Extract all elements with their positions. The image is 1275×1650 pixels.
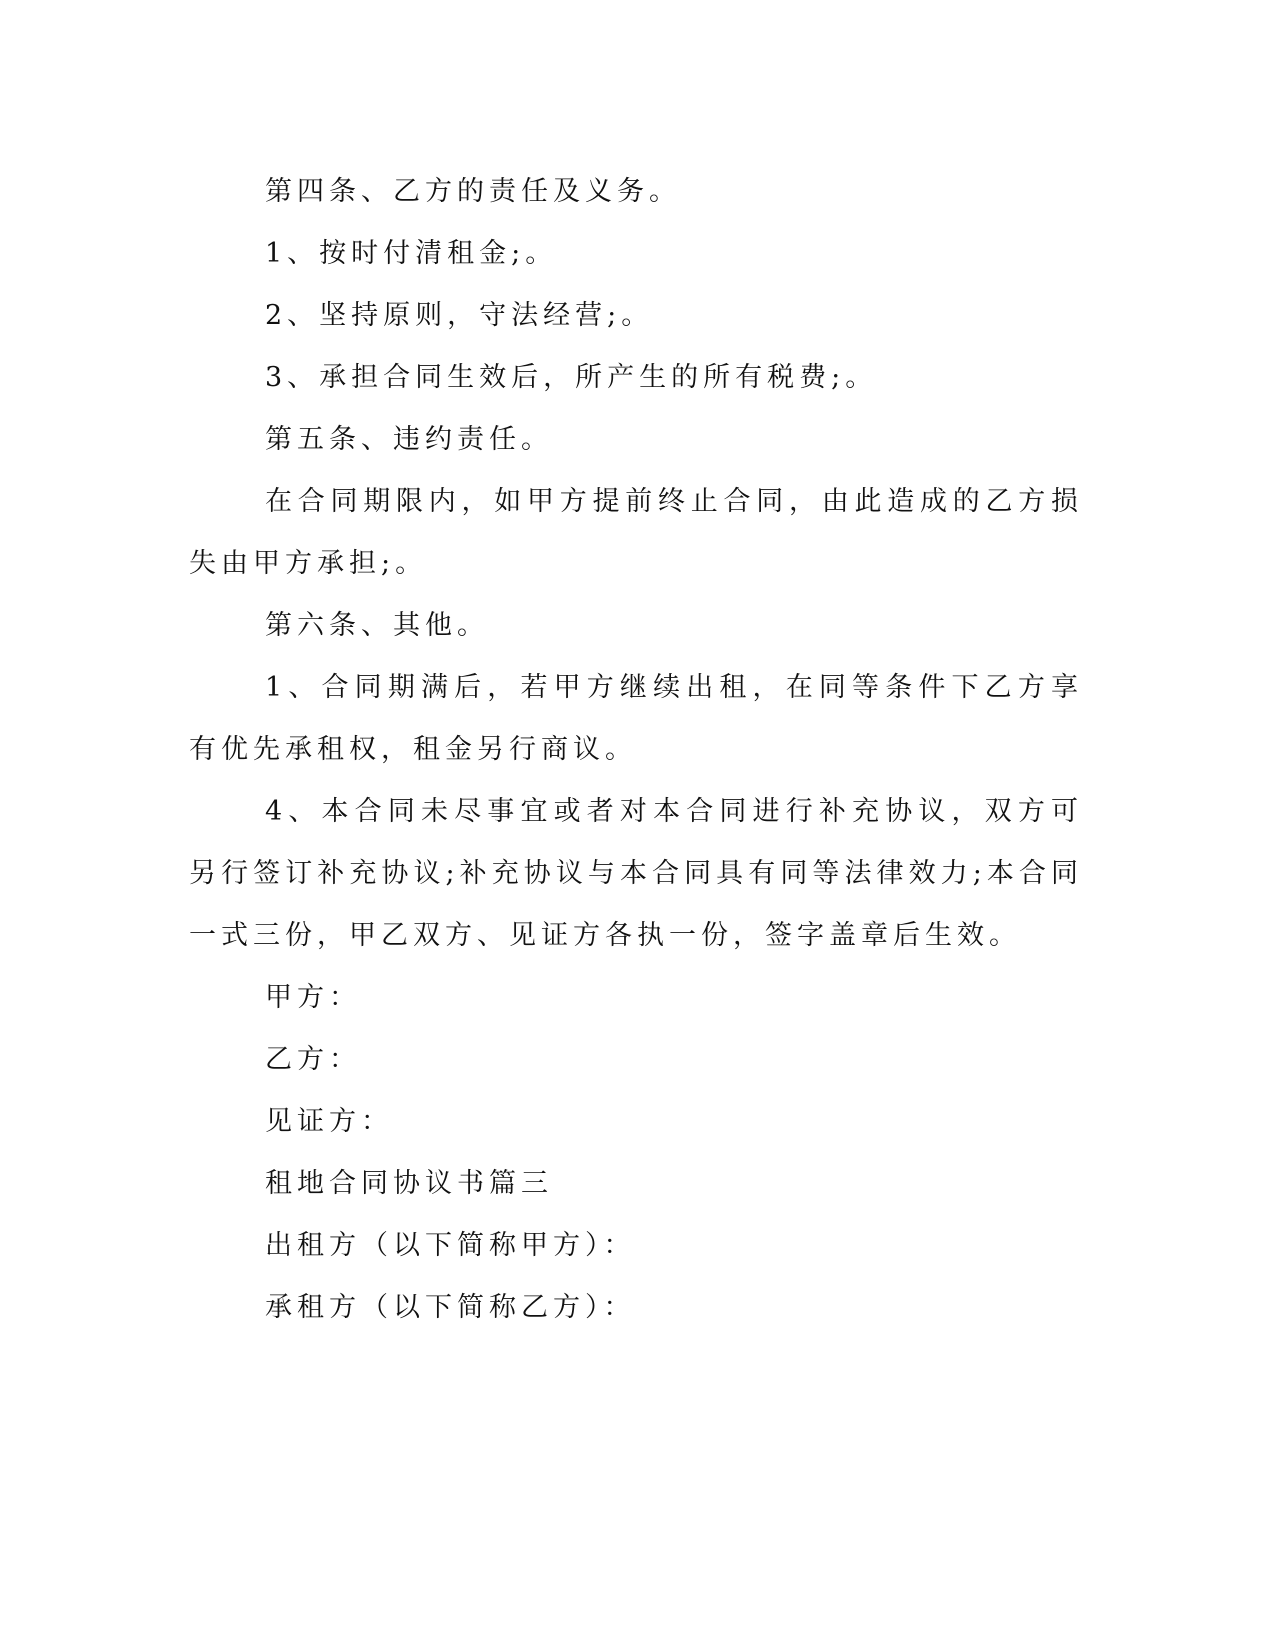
article-4-item-1: 1、按时付清租金;。 xyxy=(265,238,558,269)
section-title: 租地合同协议书篇三 xyxy=(265,1168,553,1199)
article-6-heading: 第六条、其他。 xyxy=(265,610,489,641)
signature-party-b: 乙方： xyxy=(265,1044,361,1075)
article-4-heading: 第四条、乙方的责任及义务。 xyxy=(265,176,681,207)
article-5-body: 在合同期限内，如甲方提前终止合同，由此造成的乙方损失由甲方承担;。 xyxy=(189,486,1083,579)
article-5-heading: 第五条、违约责任。 xyxy=(265,424,553,455)
document-body xyxy=(189,161,1083,1339)
article-4-item-3: 3、承担合同生效后，所产生的所有税费;。 xyxy=(265,362,878,393)
signature-witness: 见证方： xyxy=(265,1106,393,1137)
article-6-item-1: 1、合同期满后，若甲方继续出租，在同等条件下乙方享有优先承租权，租金另行商议。 xyxy=(189,672,1083,765)
lessor-line: 出租方（以下简称甲方）： xyxy=(265,1230,636,1261)
article-4-item-2: 2、坚持原则，守法经营;。 xyxy=(265,300,654,331)
lessee-line: 承租方（以下简称乙方）： xyxy=(265,1292,636,1323)
article-6-item-4: 4、本合同未尽事宜或者对本合同进行补充协议，双方可另行签订补充协议;补充协议与本合同具有同等法律效力;本合同一式三份，甲乙双方、见证方各执一份，签字盖章后生效。 xyxy=(189,796,1083,951)
signature-party-a: 甲方： xyxy=(265,982,361,1013)
